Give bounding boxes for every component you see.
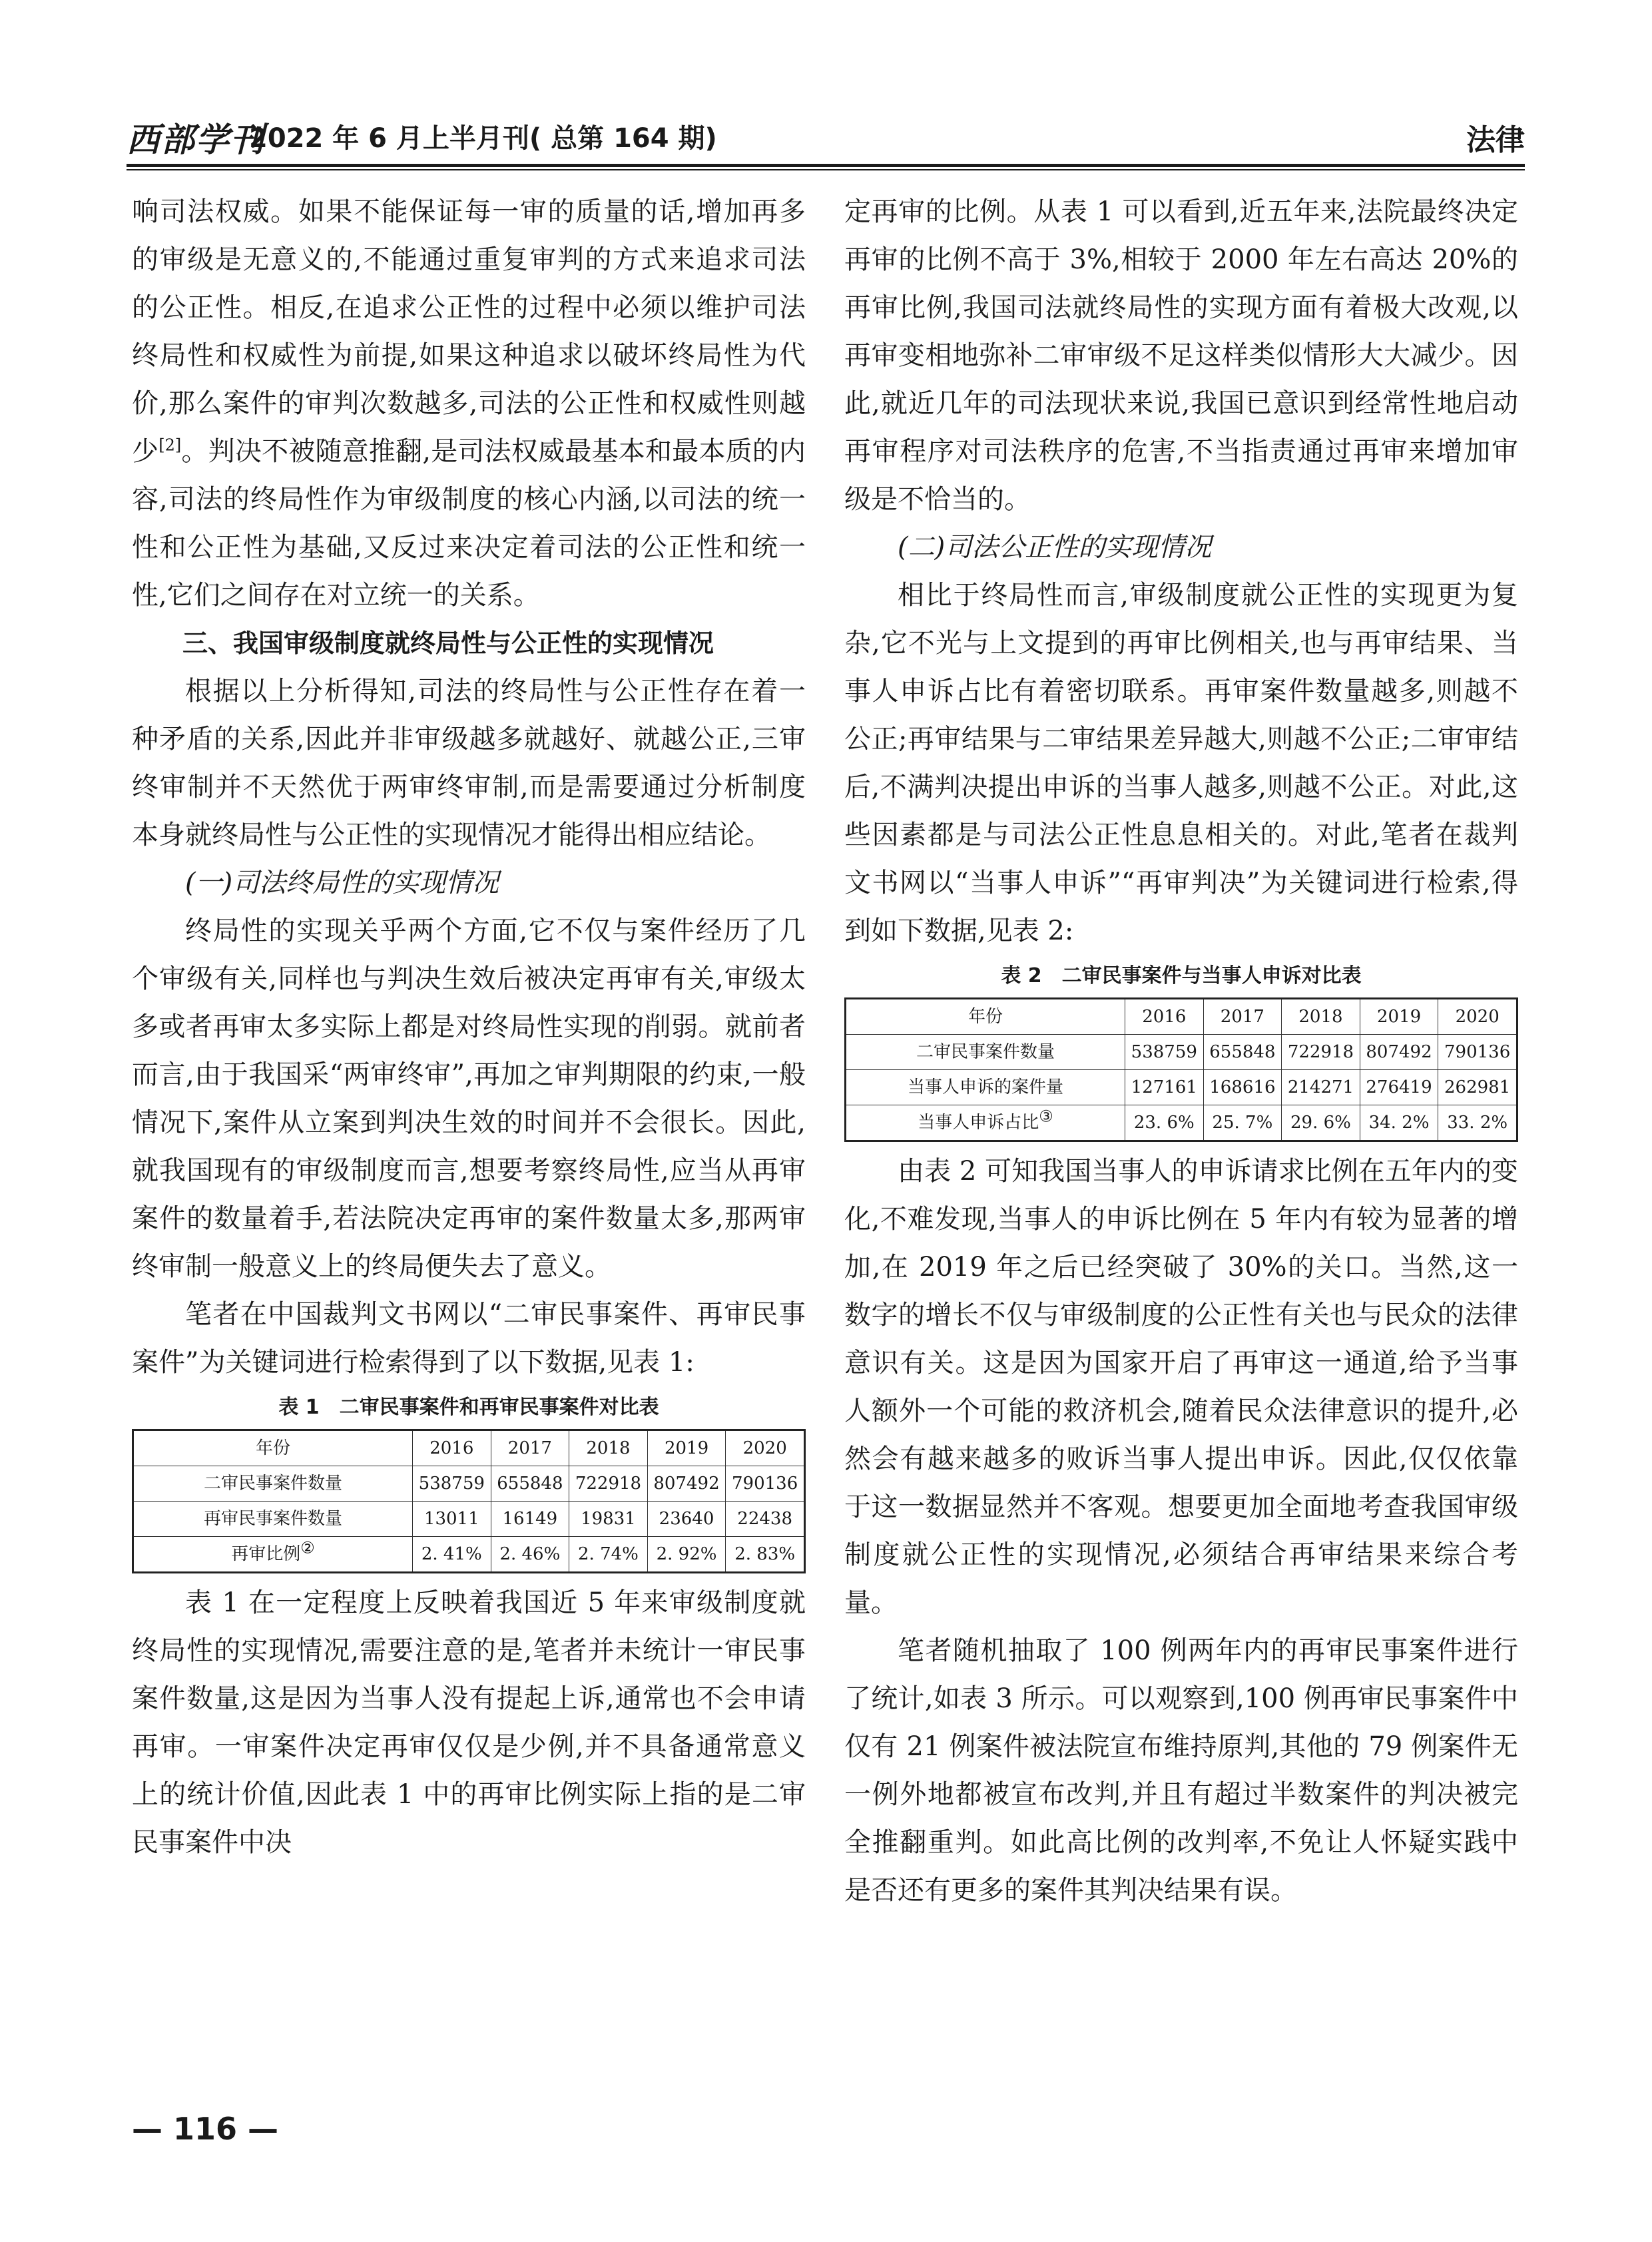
- table-row: [133, 1502, 805, 1537]
- table-cell: 790136: [726, 1466, 805, 1502]
- table-cell: 2016: [413, 1430, 491, 1466]
- table-cell: 214271: [1282, 1070, 1360, 1105]
- right-column: [844, 188, 1518, 1914]
- table-cell: 13011: [413, 1502, 491, 1537]
- table-cell: 再审民事案件数量: [133, 1502, 413, 1537]
- paragraph: 笔者在中国裁判文书网以“二审民事案件、再审民事案件”为关键词进行检索得到了以下数据,见表 1:: [132, 1299, 806, 1378]
- table-header-row: [846, 999, 1517, 1035]
- table-row: [846, 1070, 1517, 1105]
- paragraph: 相比于终局性而言,审级制度就公正性的实现更为复杂,它不光与上文提到的再审比例相关,也与再审结果、当事人申诉占比有着密切联系。再审案件数量越多,则越不公正;再审结果与二审结果差异越大,则越不公正;二审审结后,不满判决提出申诉的当事人越多,则越不公正。对此,这些因素都是与司法公正性息息相关的。对此,笔者在裁判文书网以“当事人申诉”“再审判决”为关键词进行检索,得到如下数据,见表 2:: [844, 580, 1518, 946]
- table-cell: 年份: [846, 999, 1125, 1035]
- paragraph: 响司法权威。如果不能保证每一审的质量的话,增加再多的审级是无意义的,不能通过重复审判的方式来追求司法的公正性。相反,在追求公正性的过程中必须以维护司法终局性和权威性为前提,如果这种追求以破坏终局性为代价,那么案件的审判次数越多,司法的公正性和权威性则越少[2]。判决不被随意推翻,是司法权威最基本和最本质的内容,司法的终局性作为审级制度的核心内涵,以司法的统一性和公正性为基础,又反过来决定着司法的公正性和统一性,它们之间存在对立统一的关系。: [132, 196, 806, 611]
- page-number: — 116 —: [132, 2111, 279, 2147]
- table2: [844, 997, 1518, 1142]
- table-row: [133, 1537, 805, 1573]
- left-column: [132, 188, 806, 1866]
- table-cell: 807492: [1360, 1035, 1438, 1070]
- table-cell: 2018: [1282, 999, 1360, 1035]
- table-row: [133, 1466, 805, 1502]
- table-cell: 2. 41%: [413, 1537, 491, 1573]
- footnote-marker: ②: [300, 1538, 315, 1557]
- table-cell: 当事人申诉占比③: [846, 1105, 1125, 1141]
- table-cell: 655848: [491, 1466, 569, 1502]
- table-cell: 23. 6%: [1125, 1105, 1204, 1141]
- table-cell: 22438: [726, 1502, 805, 1537]
- header-rule-thin: [127, 169, 1525, 170]
- table-cell: 722918: [1282, 1035, 1360, 1070]
- page-header: [127, 112, 1525, 160]
- table-cell: 127161: [1125, 1070, 1204, 1105]
- table-cell: 2. 46%: [491, 1537, 569, 1573]
- table-header-row: [133, 1430, 805, 1466]
- table-cell: 33. 2%: [1438, 1105, 1517, 1141]
- table-cell: 年份: [133, 1430, 413, 1466]
- citation-ref: [2]: [158, 435, 182, 455]
- table-cell: 19831: [569, 1502, 648, 1537]
- paragraph: 定再审的比例。从表 1 可以看到,近五年来,法院最终决定再审的比例不高于 3%,相较于 2000 年左右高达 20%的再审比例,我国司法就终局性的实现方面有着极大改观,以再审变相地弥补二审审级不足这样类似情形大大减少。因此,就近几年的司法现状来说,我国已意识到经常性地启动再审程序对司法秩序的危害,不当指责通过再审来增加审级是不恰当的。: [844, 196, 1518, 515]
- paragraph: 由表 2 可知我国当事人的申诉请求比例在五年内的变化,不难发现,当事人的申诉比例在 5 年内有较为显著的增加,在 2019 年之后已经突破了 30%的关口。当然,这一数字的增长不仅与审级制度的公正性有关也与民众的法律意识有关。这是因为国家开启了再审这一通道,给予当事人额外一个可能的救济机会,随着民众法律意识的提升,必然会有越来越多的败诉当事人提出申诉。因此,仅仅依靠于这一数据显然并不客观。想要更加全面地考查我国审级制度就公正性的实现情况,必须结合再审结果来综合考量。: [844, 1156, 1518, 1618]
- table-cell: 29. 6%: [1282, 1105, 1360, 1141]
- paragraph: 终局性的实现关乎两个方面,它不仅与案件经历了几个审级有关,同样也与判决生效后被决定再审有关,审级太多或者再审太多实际上都是对终局性实现的削弱。就前者而言,由于我国采“两审终审”,再加之审判期限的约束,一般情况下,案件从立案到判决生效的时间并不会很长。因此,就我国现有的审级制度而言,想要考察终局性,应当从再审案件的数量着手,若法院决定再审的案件数量太多,那两审终审制一般意义上的终局便失去了意义。: [132, 916, 806, 1282]
- table-cell: 655848: [1203, 1035, 1282, 1070]
- table-cell: 再审比例②: [133, 1537, 413, 1573]
- table-cell: 2019: [647, 1430, 726, 1466]
- table-cell: 2. 92%: [647, 1537, 726, 1573]
- table-cell: 二审民事案件数量: [133, 1466, 413, 1502]
- table-cell: 2020: [1438, 999, 1517, 1035]
- table-cell: 二审民事案件数量: [846, 1035, 1125, 1070]
- table1-title: 表 1 二审民事案件和再审民事案件对比表: [278, 1396, 659, 1419]
- table-cell: 722918: [569, 1466, 648, 1502]
- table-cell: 当事人申诉的案件量: [846, 1070, 1125, 1105]
- table-cell: 2016: [1125, 999, 1204, 1035]
- table-cell: 2017: [1203, 999, 1282, 1035]
- table-cell: 790136: [1438, 1035, 1517, 1070]
- table-cell: 2018: [569, 1430, 648, 1466]
- table-cell: 168616: [1203, 1070, 1282, 1105]
- issue-info: 2022 年 6 月上半月刊( 总第 164 期): [249, 123, 717, 154]
- table-row: [846, 1035, 1517, 1070]
- table2-title: 表 2 二审民事案件与当事人申诉对比表: [1001, 964, 1362, 987]
- table-cell: 34. 2%: [1360, 1105, 1438, 1141]
- table-cell: 538759: [413, 1466, 491, 1502]
- header-rule: [127, 164, 1525, 167]
- table-cell: 262981: [1438, 1070, 1517, 1105]
- paragraph: 根据以上分析得知,司法的终局性与公正性存在着一种矛盾的关系,因此并非审级越多就越好、就越公正,三审终审制并不天然优于两审终审制,而是需要通过分析制度本身就终局性与公正性的实现情况才能得出相应结论。: [132, 676, 806, 850]
- table-cell: 2019: [1360, 999, 1438, 1035]
- table-cell: 538759: [1125, 1035, 1204, 1070]
- section-heading: 三、我国审级制度就终局性与公正性的实现情况: [182, 629, 714, 658]
- section-label: 法律: [1466, 123, 1525, 157]
- table-cell: 2. 74%: [569, 1537, 648, 1573]
- table-cell: 25. 7%: [1203, 1105, 1282, 1141]
- table-cell: 23640: [647, 1502, 726, 1537]
- subsection-heading: (二)司法公正性的实现情况: [898, 532, 1212, 563]
- table-row: [846, 1105, 1517, 1141]
- paragraph: 笔者随机抽取了 100 例两年内的再审民事案件进行了统计,如表 3 所示。可以观察到,100 例再审民事案件中仅有 21 例案件被法院宣布维持原判,其他的 79 例案件无一例外地都被宣布改判,并且有超过半数案件的判决被完全推翻重判。如此高比例的改判率,不免让人怀疑实践中是否还有更多的案件其判决结果有误。: [844, 1635, 1518, 1906]
- table-cell: 2. 83%: [726, 1537, 805, 1573]
- table1: [132, 1429, 806, 1573]
- table-cell: 2017: [491, 1430, 569, 1466]
- table-cell: 807492: [647, 1466, 726, 1502]
- table-cell: 276419: [1360, 1070, 1438, 1105]
- table-cell: 2020: [726, 1430, 805, 1466]
- footnote-marker: ③: [1039, 1107, 1053, 1126]
- table-cell: 16149: [491, 1502, 569, 1537]
- paragraph: 表 1 在一定程度上反映着我国近 5 年来审级制度就终局性的实现情况,需要注意的是,笔者并未统计一审民事案件数量,这是因为当事人没有提起上诉,通常也不会申请再审。一审案件决定再审仅仅是少例,并不具备通常意义上的统计价值,因此表 1 中的再审比例实际上指的是二审民事案件中决: [132, 1587, 806, 1858]
- subsection-heading: (一)司法终局性的实现情况: [185, 868, 499, 898]
- journal-logo: 西部学刊: [127, 120, 265, 159]
